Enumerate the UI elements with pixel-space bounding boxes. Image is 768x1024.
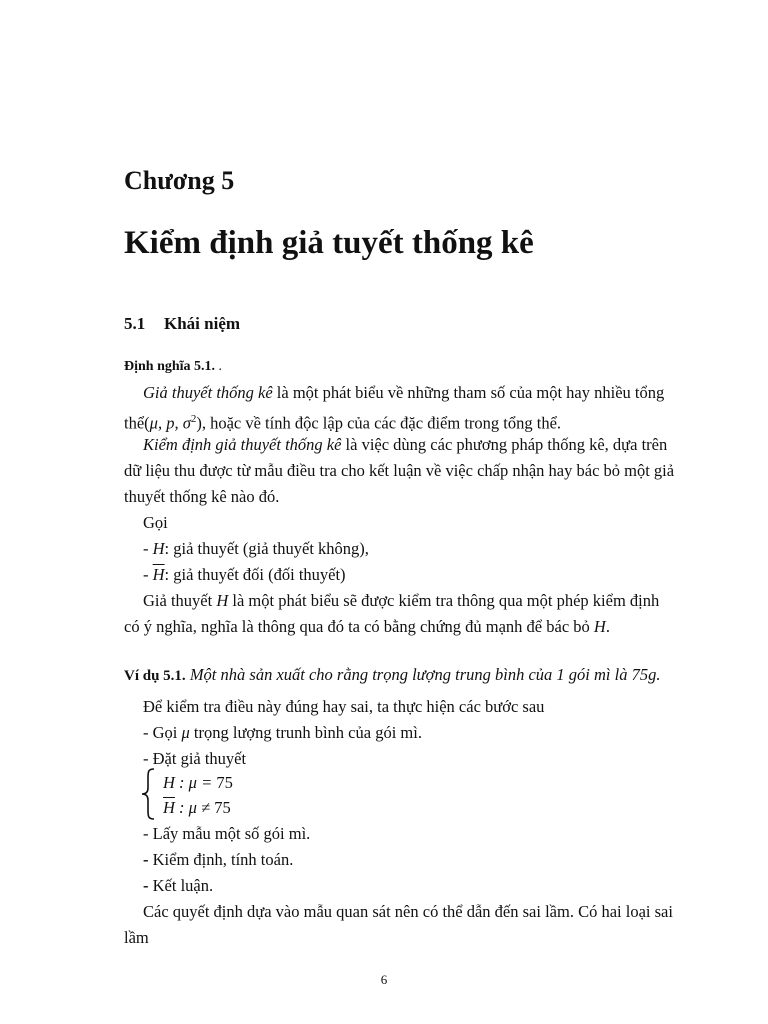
example-label: Ví dụ 5.1. [124, 668, 186, 684]
p1-line2: thể(μ, p, $\sigma^2$), hoặc về tính độc lập của các đặc điểm trong tổng thể. [124, 413, 562, 433]
term-hypothesis: Giả thuyết thống kê [143, 383, 273, 402]
p3-line2: có ý nghĩa, nghĩa là thông qua đó ta có bằng chứng đủ mạnh để bác bỏ H. [124, 617, 610, 636]
step-4: - Kiểm định, tính toán. [143, 850, 294, 869]
p2-line3: thuyết thống kê nào đó. [124, 487, 280, 506]
step-2: - Đặt giả thuyết [143, 749, 247, 768]
chapter-label: Chương 5 [124, 166, 235, 195]
hypothesis-alternative: $\overline{H}$ : μ ≠ 75 [163, 798, 231, 817]
page-number: 6 [380, 972, 388, 987]
p4-line2: lầm [124, 928, 149, 947]
step-5: - Kết luận. [143, 876, 214, 895]
example-statement: Một nhà sản xuất cho rằng trọng lượng trung bình của 1 gói mì là 75g. [185, 665, 661, 684]
p1-line1: Giả thuyết thống kê là một phát biểu về những tham số của một hay nhiều tổng [143, 383, 665, 402]
hypothesis-null: H : μ = 75 [163, 773, 233, 792]
p4-line1: Các quyết định dựa vào mẫu quan sát nên có thể dẫn đến sai lầm. Có hai loại sai [143, 902, 673, 921]
h-definition: - H: giả thuyết (giả thuyết không), [143, 539, 369, 558]
p2-line1: Kiểm định giả thuyết thống kê là việc dùng các phương pháp thống kê, dựa trên [143, 435, 668, 454]
p3-line1: Giả thuyết H là một phát biểu sẽ được kiểm tra thông qua một phép kiểm định [143, 591, 660, 610]
step-3: - Lấy mẫu một số gói mì. [143, 824, 311, 843]
brace-icon [140, 768, 160, 820]
section-title: Khái niệm [164, 314, 241, 333]
goi-line: Gọi [143, 513, 168, 532]
term-testing: Kiểm định giả thuyết thống kê [143, 435, 342, 454]
p2-line2: dữ liệu thu được từ mẫu điều tra cho kết luận về việc chấp nhận hay bác bỏ một giả [124, 461, 675, 480]
chapter-title: Kiểm định giả tuyết thống kê [124, 225, 534, 261]
definition-label: Định nghĩa 5.1. . [124, 359, 223, 374]
step-1: - Gọi μ trọng lượng trunh bình của gói mì. [143, 723, 422, 742]
section-heading [124, 314, 240, 334]
steps-intro: Để kiểm tra điều này đúng hay sai, ta thực hiện các bước sau [143, 697, 545, 716]
definition-title: Định nghĩa 5.1. [124, 359, 216, 374]
example-line [124, 662, 660, 689]
hbar-definition: - $\overline{H}$: giả thuyết đối (đối thuyết) [143, 565, 346, 584]
section-number: 5.1 [124, 314, 146, 333]
